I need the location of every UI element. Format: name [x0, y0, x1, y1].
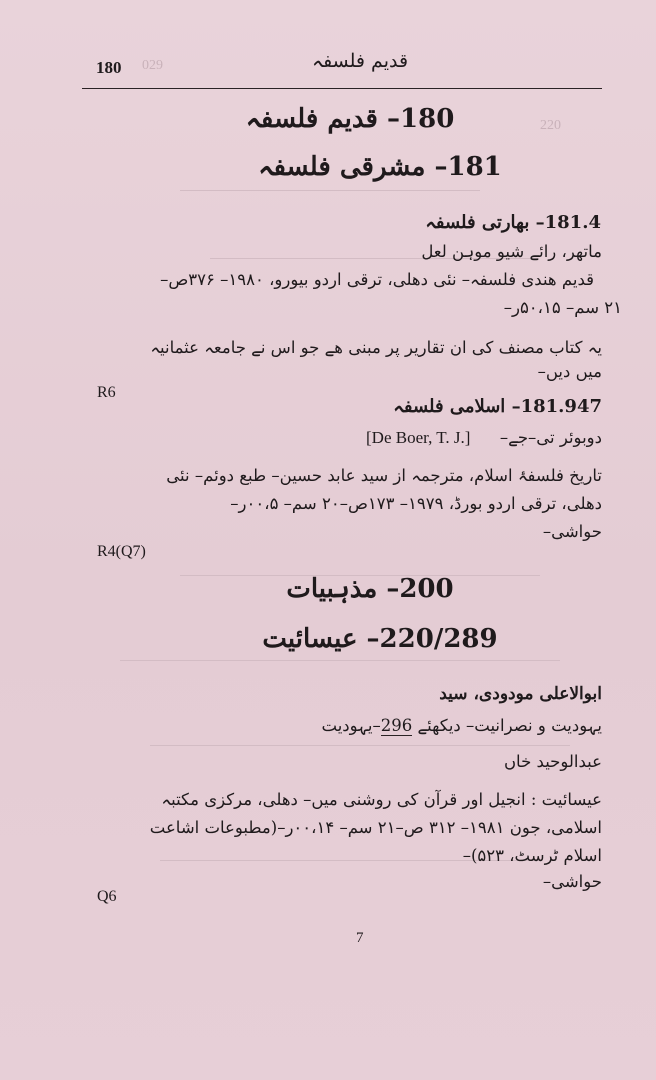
section-heading-200: 200– مذہبیات [286, 574, 454, 604]
cross-reference-target: –یہودیت [321, 716, 381, 735]
entry-description: قدیم ھندی فلسفہ– نئی دھلی، ترقی اردو بیورو، ۱۹۸۰– ۳۷۶ص– [160, 270, 594, 289]
bleed-through-rule [180, 190, 480, 191]
entry-author: عبدالوحید خاں [503, 752, 602, 771]
entry-author: دوبوئر تی–جے– [499, 428, 602, 447]
entry-note: یہ کتاب مصنف کی ان تقاریر پر مبنی ھے جو اس نے جامعہ عثمانیہ [150, 338, 602, 357]
subject-heading-181-4: 181.4– بھارتی فلسفہ [425, 212, 601, 233]
bleed-through-rule [120, 660, 560, 661]
section-heading-180: 180– قدیم فلسفہ [245, 104, 455, 134]
bleed-through-rule [150, 745, 570, 746]
entry-description: حواشی– [542, 872, 602, 891]
entry-description: ۲۱ سم– ۵۰،۱۵ر– [503, 298, 622, 317]
cross-reference-number: 296 [380, 716, 413, 735]
entry-author: ابوالاعلی مودودی، سید [439, 684, 602, 704]
entry-description: دھلی، ترقی اردو بورڈ، ۱۹۷۹– ۱۷۳ص–۲۰ سم– ۰۰،۵ر– [230, 494, 602, 513]
running-head: قدیم فلسفہ [311, 50, 409, 72]
entry-description: حواشی– [542, 522, 602, 541]
entry-note: میں دیں– [537, 362, 602, 381]
entry-description: اسلامی، جون ۱۹۸۱– ۳۱۲ ص–۲۱ سم– ۰۰،۱۴ر–(مطبوعات اشاعت [149, 818, 602, 837]
header-rule [82, 88, 602, 89]
entry-description: تاریخ فلسفۂ اسلام، مترجمہ از سید عابد حسین– طبع دوئم– نئی [166, 466, 602, 485]
entry-author: ماتھر، رائے شیو موہن لعل [421, 242, 602, 261]
entry-description: اسلام ٹرسٹ، ۵۲۳)– [462, 846, 602, 865]
bleed-through-number-right: 220 [540, 118, 561, 133]
page-number: 180 [96, 58, 122, 77]
signature-mark: 7 [356, 930, 364, 946]
subject-heading-181-947: 181.947– اسلامی فلسفہ [393, 396, 602, 417]
cross-reference [260, 716, 602, 735]
shelf-mark: R6 [97, 384, 116, 401]
entry-description: عیسائیت : انجیل اور قرآن کی روشنی میں– دھلی، مرکزی مکتبہ [161, 790, 602, 809]
entry-author-latin: [De Boer, T. J.] [366, 428, 471, 447]
bleed-through-number: 029 [142, 58, 163, 73]
shelf-mark: R4(Q7) [97, 543, 146, 560]
shelf-mark: Q6 [97, 888, 117, 905]
cross-reference-text: یہودیت و نصرانیت– دیکھئے [417, 716, 602, 735]
section-heading-181: 181– مشرقی فلسفہ [258, 152, 502, 182]
section-heading-220-289: 220/289– عیسائیت [262, 624, 498, 654]
